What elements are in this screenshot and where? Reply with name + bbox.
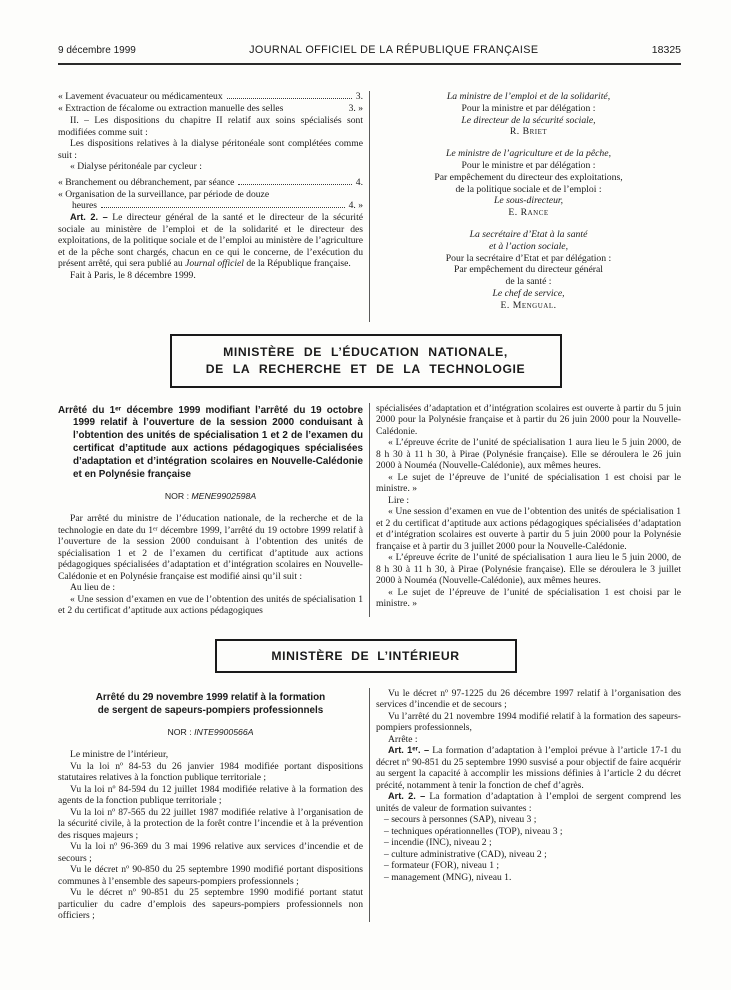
header-date: 9 décembre 1999 bbox=[58, 45, 136, 56]
paragraph: Vu la loi nº 84-53 du 26 janvier 1984 modifiée portant dispositions statutaires relatives à la fonction publique territoriale ; bbox=[58, 760, 363, 784]
paragraph: Lire : bbox=[388, 494, 410, 506]
journal-title: JOURNAL OFFICIEL DE LA RÉPUBLIQUE FRANÇAISE bbox=[249, 44, 539, 56]
page-header bbox=[58, 0, 681, 65]
section-health bbox=[58, 91, 681, 322]
formation-list-item: – techniques opérationnelles (TOP), niveau 3 ; bbox=[384, 825, 563, 837]
delegation-line: de la santé : bbox=[505, 276, 552, 288]
signature-block bbox=[376, 91, 681, 138]
paragraph: Par arrêté du ministre de l’éducation nationale, de la recherche et de la technologie en date du 1ᵉʳ décembre 1999, l’arrêté du 19 octobre 1999 relatif à l’ouverture de la session 2000 conduisant à l’obtention des unités de spécialisation 1 et 2 de l’examen du certificat d’aptitude aux actions pédagogiques spécialisées d’adaptation et d’intégration scolaires en Nouvelle-Calédonie et en Polynésie française est modifié ainsi qu’il suit : bbox=[58, 513, 363, 582]
signature-block bbox=[376, 148, 681, 219]
section-interior bbox=[58, 688, 681, 922]
nor-value: MENE9902598A bbox=[191, 491, 257, 502]
article-lead: Art. 1ᵉʳ. – bbox=[388, 745, 430, 756]
article-2-paragraph bbox=[376, 791, 681, 814]
signer-name: R. Briet bbox=[509, 126, 548, 138]
article-text: La formation d’adaptation à l’emploi de sergent comprend les unités de valeur de formation suivantes : bbox=[376, 791, 681, 814]
paragraph: Vu l’arrêté du 21 novembre 1994 modifié relatif à la formation des sapeurs-pompiers professionnels, bbox=[376, 710, 681, 734]
tariff-value: 4. bbox=[355, 176, 363, 188]
signer-role: Le directeur de la sécurité sociale, bbox=[461, 114, 596, 126]
ministry-box-line: DE LA RECHERCHE ET DE LA TECHNOLOGIE bbox=[205, 361, 526, 376]
delegation-line: Pour la ministre et par délégation : bbox=[461, 102, 596, 114]
paragraph: Les dispositions relatives à la dialyse péritonéale sont complétées comme suit : bbox=[58, 138, 363, 161]
delegation-line: Par empêchement du directeur des exploitations, bbox=[434, 171, 623, 183]
paragraph: Vu la loi nº 87-565 du 22 juillet 1987 modifiée relative à l’organisation de la sécurité civile, à la protection de la forêt contre l’incendie et à la prévention des risques majeurs ; bbox=[58, 806, 363, 841]
formation-list-item: – management (MNG), niveau 1. bbox=[384, 871, 512, 883]
leader-dots bbox=[227, 98, 352, 99]
paragraph: Au lieu de : bbox=[70, 582, 116, 594]
signer-role: et à l’action sociale, bbox=[488, 240, 569, 252]
arrete-title-line: de sergent de sapeurs-pompiers professionnels bbox=[97, 704, 324, 716]
paragraph: Vu le décret nº 97-1225 du 26 décembre 1997 relatif à l’organisation des services d’incendie et de secours ; bbox=[376, 687, 681, 711]
article-lead: Art. 2. – bbox=[70, 212, 108, 222]
health-left-column bbox=[58, 91, 369, 322]
paragraph: « Une session d’examen en vue de l’obtention des unités de spécialisation 1 et 2 du certificat d’aptitude aux actions pédagogiques spécialisées d’adaptation et d’intégration scolaires est ouverte à partir du 5 juin 2000 pour la Polynésie française et à partir du 3 juillet 2000 pour la Nouvelle-Calédonie. bbox=[376, 506, 681, 552]
signer-name: E. Rance bbox=[508, 207, 549, 219]
signer-role: La ministre de l’emploi et de la solidarité, bbox=[446, 91, 611, 102]
article-lead: Art. 2. – bbox=[388, 791, 426, 802]
leader-dots bbox=[238, 184, 351, 185]
nor-value: INTE9900566A bbox=[194, 727, 254, 738]
paragraph: « Le sujet de l’épreuve de l’unité de spécialisation 1 est choisi par le ministre. » bbox=[376, 586, 681, 610]
article-text: de la République française. bbox=[246, 258, 351, 269]
paragraph: Vu la loi nº 96-369 du 3 mai 1996 relative aux services d’incendie et de secours ; bbox=[58, 841, 363, 864]
tariff-line bbox=[58, 103, 363, 115]
education-left-column bbox=[58, 403, 369, 617]
tariff-line bbox=[58, 91, 363, 103]
paragraph: « Dialyse péritonéale par cycleur : bbox=[70, 161, 202, 172]
paragraph: Vu le décret nº 90-851 du 25 septembre 1990 modifié portant statut particulier du cadre d’emplois des sapeurs-pompiers professionnels non officiers ; bbox=[58, 887, 363, 922]
signer-name: E. Mengual. bbox=[500, 299, 557, 311]
signature-block bbox=[376, 229, 681, 312]
nor-label: NOR : bbox=[164, 491, 189, 502]
article-1-paragraph bbox=[376, 745, 681, 791]
tariff-value: 3. » bbox=[348, 103, 363, 114]
paragraph: II. – Les dispositions du chapitre II relatif aux soins spécialisés sont modifiées comme suit : bbox=[58, 115, 363, 138]
paragraph: « L’épreuve écrite de l’unité de spécialisation 1 aura lieu le 5 juin 2000, de 8 h 30 à 11 h 30, à Pirae (Polynésie française). Elle se déroulera le 3 juillet 2000 à Nouméa (Nouvelle-Calédonie), aux mêmes heures. bbox=[376, 552, 681, 587]
interior-right-column bbox=[370, 688, 681, 922]
delegation-line: de la politique sociale et de l’emploi : bbox=[455, 183, 602, 195]
arrete-title: Arrêté du 1ᵉʳ décembre 1999 modifiant l’arrêté du 19 octobre 1999 relatif à l’ouverture de la session 2000 conduisant à l’obtention des unités de spécialisation 1 et 2 de l’examen du certificat d’aptitude aux actions pédagogiques spécialisées d’adaptation et d’intégration scolaires en Nouvelle-Calédonie et en Polynésie française bbox=[58, 404, 363, 480]
delegation-line: Pour la secrétaire d’Etat et par délégation : bbox=[445, 252, 612, 264]
formation-list-item: – formateur (FOR), niveau 1 ; bbox=[384, 860, 500, 872]
delegation-line: Pour le ministre et par délégation : bbox=[461, 159, 596, 171]
paragraph: spécialisées d’adaptation et d’intégration scolaires est ouverte à partir du 5 juin 2000 pour la Polynésie française et à partir du 26 juin 2000 pour la Nouvelle-Calédonie. bbox=[376, 402, 681, 437]
tariff-line-wrap: « Organisation de la surveillance, par période de douze bbox=[58, 188, 270, 200]
arrete-title bbox=[58, 692, 363, 718]
signer-role: Le sous-directeur, bbox=[493, 195, 564, 207]
journal-officiel-italic: Journal officiel bbox=[185, 258, 244, 269]
tariff-line bbox=[58, 200, 363, 212]
ministry-box-line: MINISTÈRE DE L’INTÉRIEUR bbox=[271, 648, 460, 663]
formation-list-item: – secours à personnes (SAP), niveau 3 ; bbox=[384, 814, 537, 826]
article-text: Le directeur général de la santé et le directeur de la sécurité sociale au ministère de l’emploi et de la solidarité et le directeur des exploitations, de la politique sociale et de l’emploi au ministère de l’agriculture et de la pêche sont chargés, chacun en ce qui le concerne, de l’exécution du présent arrêté, qui sera publié au bbox=[58, 212, 363, 269]
delegation-line: Par empêchement du directeur général bbox=[453, 264, 603, 276]
paragraph: « Une session d’examen en vue de l’obtention des unités de spécialisation 1 et 2 du certificat d’aptitude aux actions pédagogiques bbox=[58, 593, 363, 617]
paragraph: « L’épreuve écrite de l’unité de spécialisation 1 aura lieu le 5 juin 2000, de 8 h 30 à 11 h 30, à Pirae (Polynésie française). Elle se déroulera le 26 juin 2000 à Nouméa (Nouvelle-Calédonie), aux mêmes heures. bbox=[376, 437, 681, 472]
signer-role: Le ministre de l’agriculture et de la pêche, bbox=[445, 148, 611, 160]
nor-line bbox=[58, 727, 363, 737]
formation-list-item: – culture administrative (CAD), niveau 2 ; bbox=[384, 848, 547, 860]
signer-role: La secrétaire d’Etat à la santé bbox=[469, 228, 588, 240]
tariff-line bbox=[58, 177, 363, 189]
signature-date-line: Fait à Paris, le 8 décembre 1999. bbox=[70, 269, 196, 281]
section-education bbox=[58, 403, 681, 617]
formation-list-item: – incendie (INC), niveau 2 ; bbox=[384, 837, 492, 849]
page-number: 18325 bbox=[651, 44, 681, 56]
paragraph: Le ministre de l’intérieur, bbox=[70, 749, 169, 761]
signer-role: Le chef de service, bbox=[492, 287, 565, 299]
tariff-label: « Lavement évacuateur ou médicamenteux bbox=[58, 91, 223, 102]
paragraph: Vu la loi nº 84-594 du 12 juillet 1984 modifiée relative à la formation des agents de la fonction publique territoriale ; bbox=[58, 783, 363, 807]
tariff-value: 4. » bbox=[348, 200, 363, 211]
tariff-label: « Extraction de fécalome ou extraction manuelle des selles bbox=[58, 103, 284, 114]
interior-left-column bbox=[58, 688, 369, 922]
ministry-education-box bbox=[170, 334, 562, 388]
education-right-column bbox=[370, 403, 681, 617]
tariff-value: 3. bbox=[355, 91, 363, 102]
leader-dots bbox=[101, 207, 345, 208]
paragraph: « Le sujet de l’épreuve de l’unité de spécialisation 1 est choisi par le ministre. » bbox=[376, 471, 681, 495]
tariff-label: « Branchement ou débranchement, par séance bbox=[58, 176, 235, 188]
article-text: La formation d’adaptation à l’emploi prévue à l’article 17-1 du décret nº 90-851 du 25 septembre 1990 susvisé a pour objectif de faire acquérir au sergent la capacité à accomplir les missions définies à l’article 2 du décret précité, notamment à tenir la fonction de chef d’agrès. bbox=[376, 745, 682, 791]
ministry-box-line: MINISTÈRE DE L’ÉDUCATION NATIONALE, bbox=[223, 344, 508, 359]
article-2-paragraph bbox=[58, 212, 363, 270]
paragraph: Arrête : bbox=[388, 733, 418, 745]
ministry-interior-box bbox=[215, 639, 517, 673]
tariff-label: heures bbox=[72, 200, 98, 211]
nor-label: NOR : bbox=[167, 727, 192, 738]
arrete-title-line: Arrêté du 29 novembre 1999 relatif à la formation bbox=[95, 691, 326, 703]
nor-line bbox=[58, 491, 363, 501]
health-right-column bbox=[370, 91, 681, 322]
paragraph: Vu le décret nº 90-850 du 25 septembre 1990 modifié portant dispositions communes à l’ensemble des sapeurs-pompiers professionnels ; bbox=[58, 864, 363, 887]
